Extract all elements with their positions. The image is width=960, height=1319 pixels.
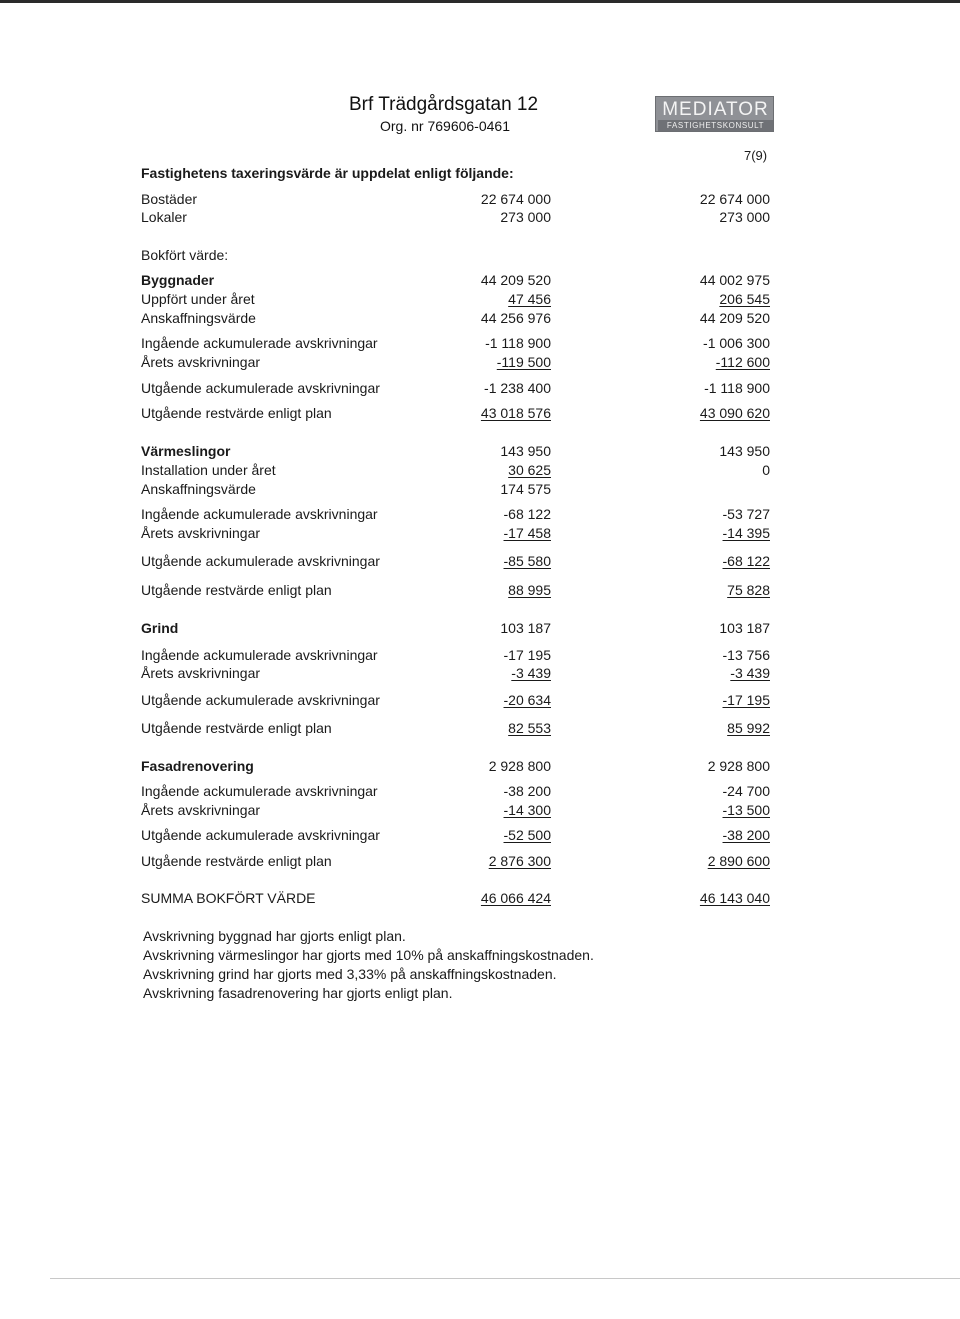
table-row: [0, 352, 960, 372]
value-current: 174 575: [500, 481, 551, 497]
bokfort-heading-row: [0, 245, 960, 265]
top-border: [0, 0, 960, 3]
value-previous: -38 200: [722, 827, 770, 843]
value-previous: -112 600: [715, 354, 770, 370]
section-title-row: [0, 441, 960, 461]
section-title-row: [0, 756, 960, 776]
note-line: Avskrivning värmeslingor har gjorts med 10% på anskaffningskostnaden.: [143, 947, 594, 963]
value-current: -38 200: [503, 783, 551, 799]
table-row: [0, 690, 960, 710]
row-label: Årets avskrivningar: [141, 525, 261, 541]
table-row: [0, 289, 960, 309]
org-number: Org. nr 769606-0461: [380, 118, 510, 134]
value-previous: -68 122: [722, 553, 770, 569]
value-previous: 22 674 000: [699, 191, 770, 207]
table-row: [0, 479, 960, 499]
table-row: [0, 333, 960, 353]
row-label: Anskaffningsvärde: [141, 481, 256, 497]
value-previous: 0: [762, 462, 770, 478]
table-row: [0, 460, 960, 480]
value-previous: 2 928 800: [707, 758, 770, 774]
value-current: -85 580: [503, 553, 551, 569]
note-line: Avskrivning fasadrenovering har gjorts enligt plan.: [143, 985, 453, 1001]
table-row: [0, 645, 960, 665]
page-number: 7(9): [744, 148, 768, 163]
summa-current: 46 066 424: [480, 890, 551, 906]
value-current: -14 300: [503, 802, 551, 818]
logo-main-text: MEDIATOR: [662, 99, 769, 120]
row-label: Utgående ackumulerade avskrivningar: [141, 692, 380, 708]
table-row: [0, 403, 960, 423]
row-label: Ingående ackumulerade avskrivningar: [141, 506, 378, 522]
value-current: 82 553: [508, 720, 551, 736]
tax-heading-row: [0, 163, 960, 183]
value-previous: -1 006 300: [703, 335, 770, 351]
note-line: Avskrivning grind har gjorts med 3,33% på anskaffningskostnaden.: [143, 966, 557, 982]
table-row: [0, 308, 960, 328]
row-label: Årets avskrivningar: [141, 802, 261, 818]
table-row: [0, 781, 960, 801]
value-previous: 143 950: [719, 443, 770, 459]
value-previous: -17 195: [722, 692, 770, 708]
bottom-rule: [50, 1278, 960, 1279]
row-label: Utgående ackumulerade avskrivningar: [141, 827, 380, 843]
value-previous: -24 700: [722, 783, 770, 799]
row-label: Ingående ackumulerade avskrivningar: [141, 783, 378, 799]
value-previous: -14 395: [722, 525, 770, 541]
section-title-grind: Grind: [141, 620, 179, 636]
section-title-fasadrenovering: Fasadrenovering: [141, 758, 254, 774]
section-title-byggnader: Byggnader: [141, 272, 215, 288]
table-row: [0, 825, 960, 845]
section-title-varmeslingor: Värmeslingor: [141, 443, 231, 459]
row-label: Utgående restvärde enligt plan: [141, 720, 332, 736]
row-label: Installation under året: [141, 462, 276, 478]
row-label: Årets avskrivningar: [141, 665, 261, 681]
value-current: 88 995: [508, 582, 551, 598]
table-row: [0, 378, 960, 398]
value-previous: 206 545: [719, 291, 770, 307]
value-current: 2 876 300: [488, 853, 551, 869]
row-label: Utgående restvärde enligt plan: [141, 582, 332, 598]
value-current: -20 634: [503, 692, 551, 708]
table-row: [0, 504, 960, 524]
table-row: [0, 663, 960, 683]
value-previous: 273 000: [719, 209, 770, 225]
bokfort-heading: Bokfört värde:: [141, 247, 229, 263]
value-previous: 2 890 600: [707, 853, 770, 869]
table-row: [0, 800, 960, 820]
tax-heading: Fastighetens taxeringsvärde är uppdelat enligt följande:: [141, 165, 514, 181]
table-row: [0, 580, 960, 600]
value-current: -1 118 900: [485, 335, 551, 351]
table-row: [0, 718, 960, 738]
value-current: 43 018 576: [480, 405, 551, 421]
row-label: Utgående ackumulerade avskrivningar: [141, 553, 380, 569]
value-current: 103 187: [500, 620, 551, 636]
table-row: [0, 851, 960, 871]
row-label: Utgående ackumulerade avskrivningar: [141, 380, 380, 396]
row-label: Uppfört under året: [141, 291, 255, 307]
value-current: 47 456: [508, 291, 551, 307]
value-current: -1 238 400: [484, 380, 551, 396]
table-row: [0, 551, 960, 571]
value-previous: 85 992: [727, 720, 770, 736]
row-label: Ingående ackumulerade avskrivningar: [141, 647, 378, 663]
row-label: Lokaler: [141, 209, 187, 225]
row-label: Utgående restvärde enligt plan: [141, 853, 332, 869]
section-title-row: [0, 618, 960, 638]
mediator-logo: [655, 96, 774, 132]
value-previous: 44 002 975: [699, 272, 770, 288]
logo-sub-text: FASTIGHETSKONSULT: [658, 120, 773, 131]
value-current: 44 209 520: [480, 272, 551, 288]
value-current: -68 122: [503, 506, 551, 522]
summa-previous: 46 143 040: [699, 890, 770, 906]
association-name: Brf Trädgårdsgatan 12: [349, 94, 539, 115]
section-title-row: [0, 270, 960, 290]
summa-label: SUMMA BOKFÖRT VÄRDE: [141, 890, 316, 906]
note-line: Avskrivning byggnad har gjorts enligt plan.: [143, 928, 406, 944]
value-previous: -13 756: [722, 647, 770, 663]
table-row: [0, 207, 960, 227]
row-label: Anskaffningsvärde: [141, 310, 256, 326]
value-previous: -53 727: [722, 506, 770, 522]
value-previous: -13 500: [722, 802, 770, 818]
value-current: -3 439: [511, 665, 551, 681]
value-previous: -1 118 900: [704, 380, 770, 396]
table-row: [0, 189, 960, 209]
value-current: -119 500: [496, 354, 551, 370]
value-previous: 103 187: [719, 620, 770, 636]
value-previous: 44 209 520: [699, 310, 770, 326]
row-label: Utgående restvärde enligt plan: [141, 405, 332, 421]
value-previous: -3 439: [730, 665, 770, 681]
value-current: 44 256 976: [480, 310, 551, 326]
value-previous: 75 828: [727, 582, 770, 598]
table-row: [0, 523, 960, 543]
value-current: 22 674 000: [480, 191, 551, 207]
row-label: Bostäder: [141, 191, 198, 207]
depreciation-notes: [143, 927, 594, 1003]
value-current: -17 458: [503, 525, 551, 541]
value-previous: 43 090 620: [699, 405, 770, 421]
value-current: -17 195: [503, 647, 551, 663]
value-current: 143 950: [500, 443, 551, 459]
value-current: 30 625: [508, 462, 551, 478]
summa-row: [0, 888, 960, 908]
value-current: 2 928 800: [488, 758, 551, 774]
value-current: 273 000: [500, 209, 551, 225]
row-label: Ingående ackumulerade avskrivningar: [141, 335, 378, 351]
value-current: -52 500: [503, 827, 551, 843]
row-label: Årets avskrivningar: [141, 354, 261, 370]
